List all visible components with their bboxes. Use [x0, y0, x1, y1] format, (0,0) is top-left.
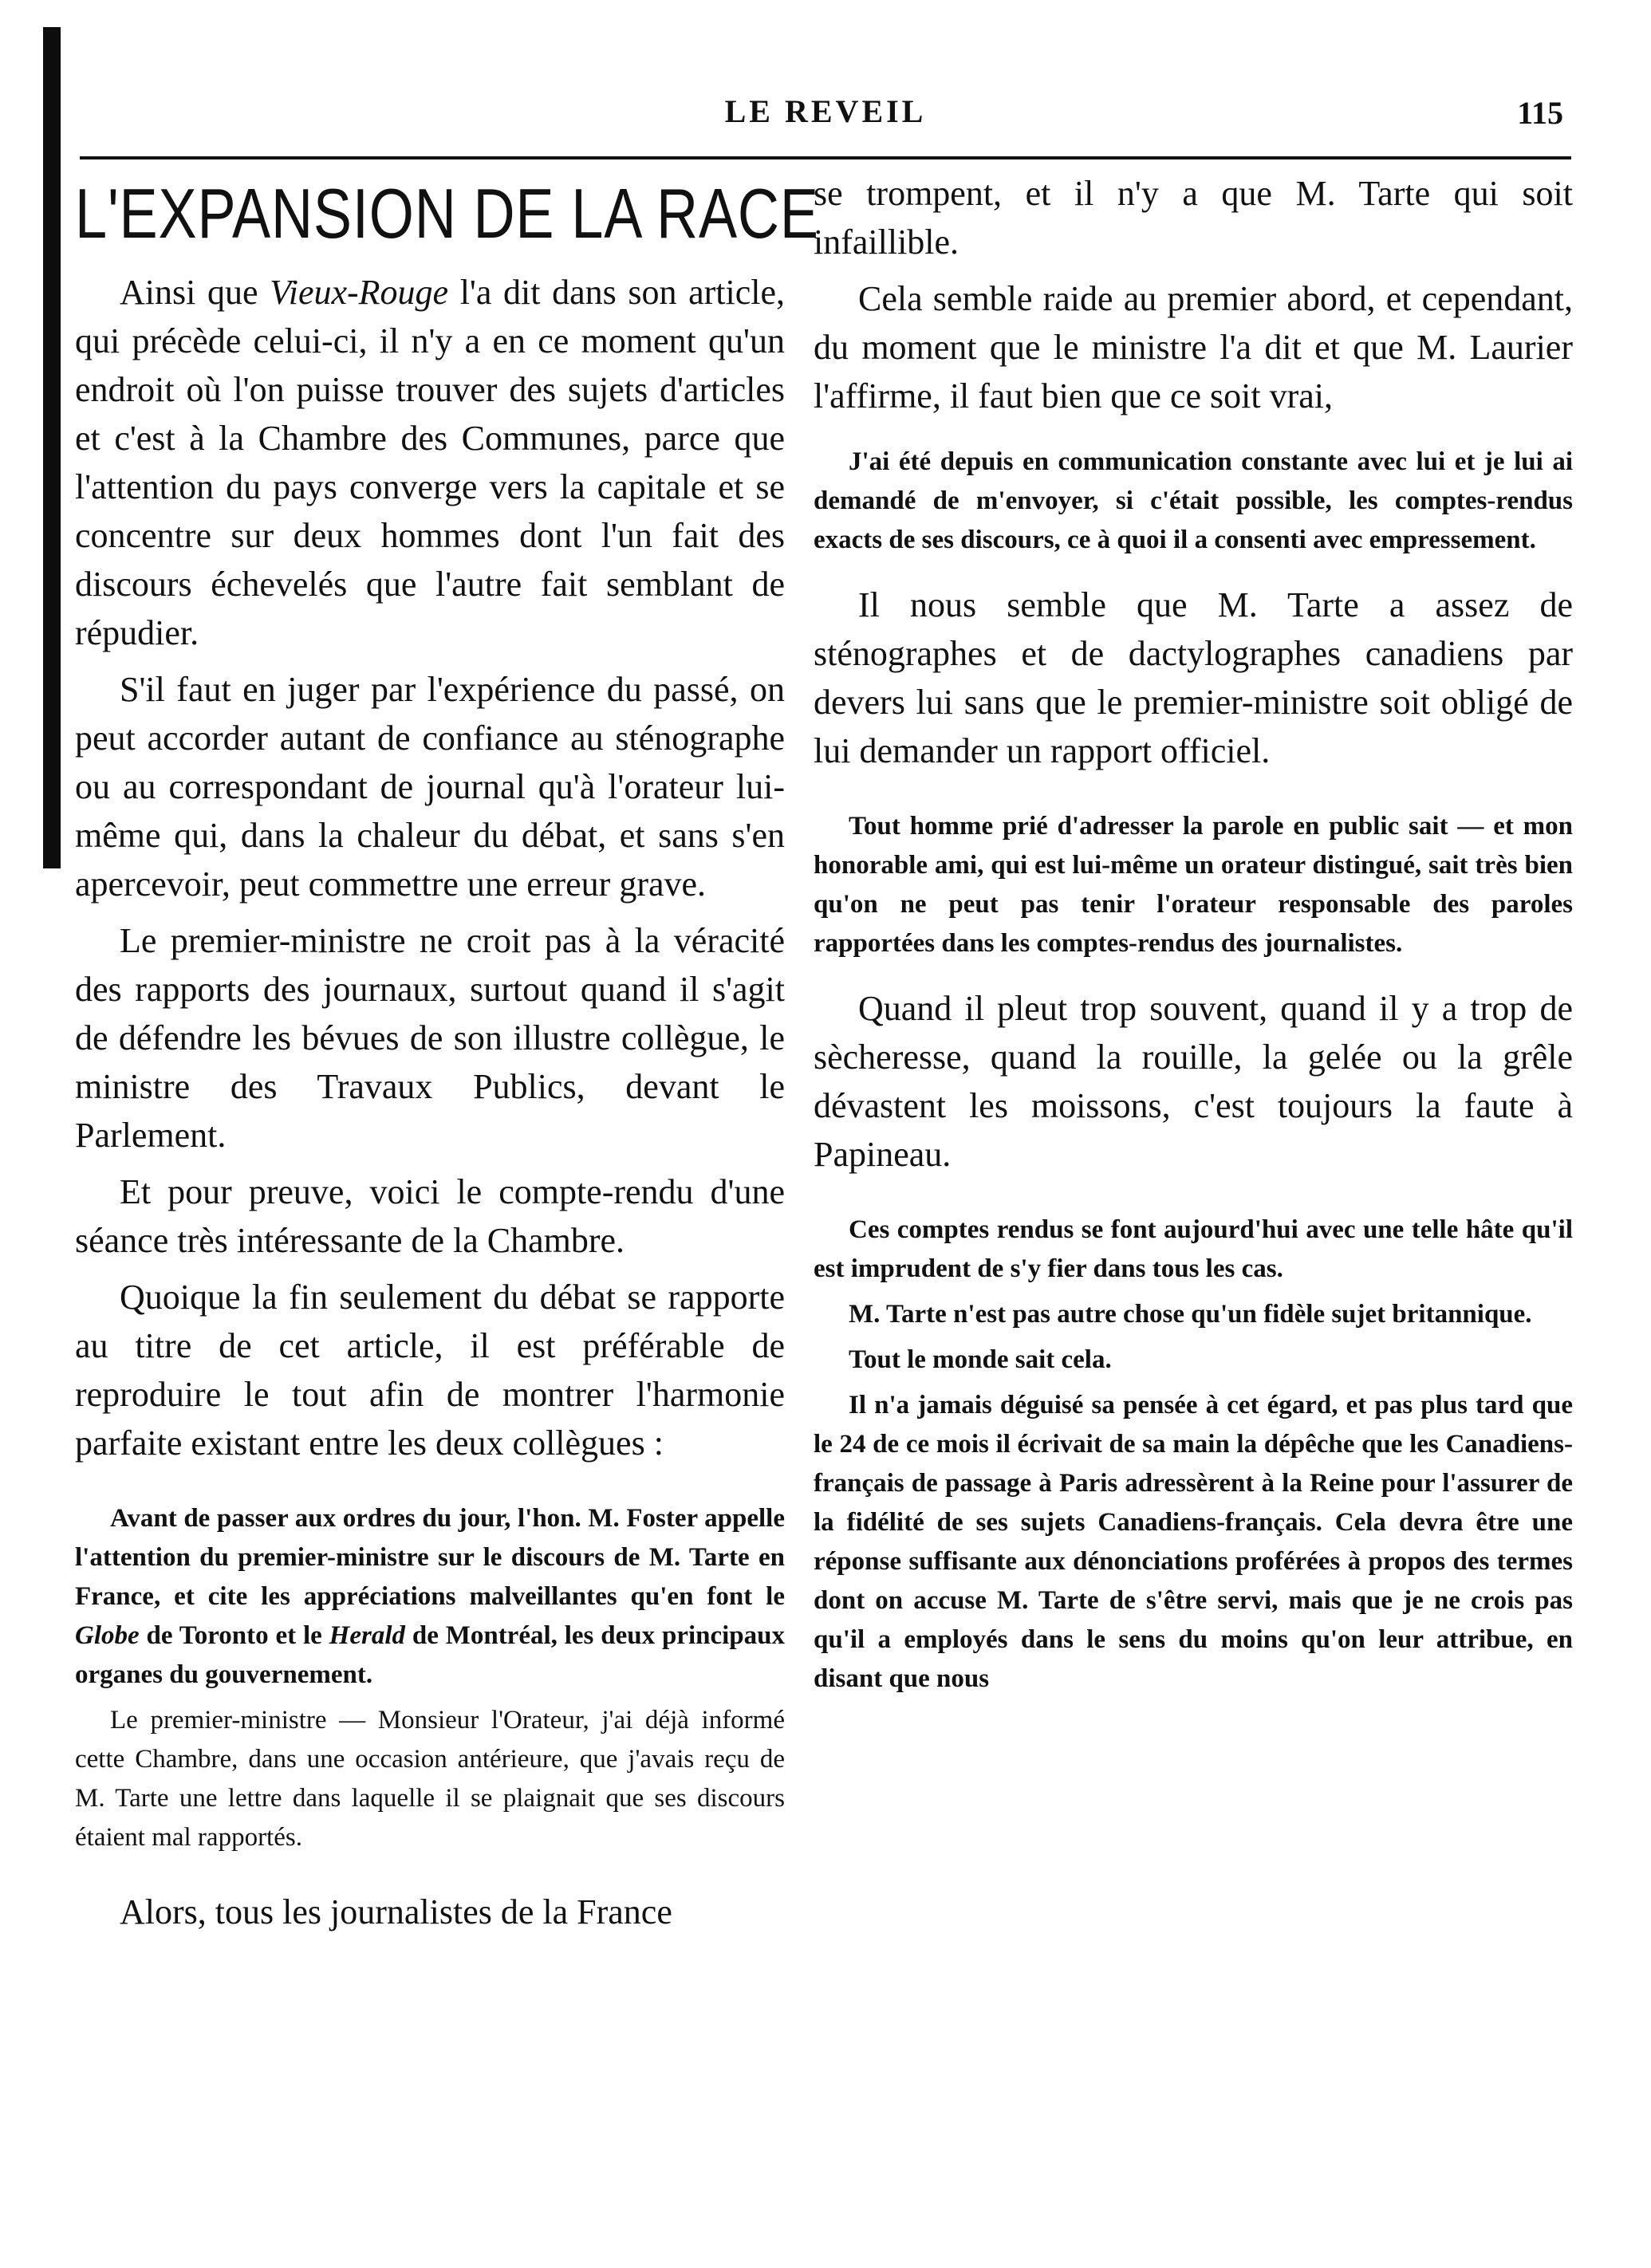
paragraph-spacer	[814, 783, 1573, 807]
text-run: J'ai été depuis en communication constante avec lui et je lui ai demandé de m'envoyer, si c'était possible, les comptes-rendus exacts de ses discours, ce à quoi il a consenti avec empressement.	[814, 447, 1573, 554]
italic-title: Globe	[75, 1621, 140, 1651]
quoted-paragraph	[75, 1499, 785, 1695]
text-run: Cela semble raide au premier abord, et cependant, du moment que le ministre l'a dit et que M. Laurier l'affirme, il faut bien que ce soit vrai,	[814, 279, 1573, 415]
paragraph-spacer	[814, 970, 1573, 984]
margin-bar	[43, 27, 61, 868]
text-run: Avant de passer aux ordres du jour, l'hon. M. Foster appelle l'attention du premier-ministre sur le discours de M. Tarte en France, et cite les appréciations malveillantes qu'en font le	[75, 1504, 785, 1612]
text-run: Quand il pleut trop souvent, quand il y a trop de sècheresse, quand la rouille, la gelée ou la grêle dévastent les moissons, c'est toujours la faute à Papineau.	[814, 989, 1573, 1174]
paragraph-spacer	[814, 1187, 1573, 1211]
quoted-paragraph	[814, 1386, 1573, 1699]
text-run: se trompent, et il n'y a que M. Tarte qui soit infaillible.	[814, 174, 1573, 262]
quoted-paragraph	[75, 1701, 785, 1857]
journal-title: LE REVEIL	[724, 93, 927, 129]
quoted-paragraph	[814, 1295, 1573, 1334]
paragraph-spacer	[814, 566, 1573, 581]
quoted-paragraph	[814, 443, 1573, 560]
paragraph	[75, 1888, 785, 1936]
right-column-body	[814, 169, 1573, 1699]
paragraph	[75, 916, 785, 1160]
paragraph	[75, 1273, 785, 1467]
text-run: Ainsi que	[120, 273, 270, 313]
text-run: Le premier-ministre ne croit pas à la véracité des rapports des journaux, surtout quand il s'agit de défendre les bévues de son illustre collègue, le ministre des Travaux Publics, devant le Parlement.	[75, 921, 785, 1156]
paragraph-spacer	[75, 1475, 785, 1499]
text-run: Tout le monde sait cela.	[849, 1345, 1112, 1374]
paragraph	[75, 665, 785, 908]
header-rule	[80, 156, 1571, 159]
paragraph	[814, 581, 1573, 775]
text-run: Le premier-ministre — Monsieur l'Orateur, j'ai déjà informé cette Chambre, dans une occasion antérieure, que j'avais reçu de M. Tarte une lettre dans laquelle il se plaignait que ses discours étaient mal rapportés.	[75, 1706, 785, 1853]
text-run: S'il faut en juger par l'expérience du passé, on peut accorder autant de confiance au sténographe ou au correspondant de journal qu'à l'orateur lui-même qui, dans la chaleur du débat, et sans s'en apercevoir, peut commettre une erreur grave.	[75, 670, 785, 904]
paragraph	[814, 169, 1573, 266]
left-column-body	[75, 268, 785, 1936]
paragraph-spacer	[75, 1864, 785, 1888]
paragraph	[75, 268, 785, 657]
text-run: M. Tarte n'est pas autre chose qu'un fidèle sujet britannique.	[849, 1300, 1532, 1329]
paragraph	[75, 1167, 785, 1265]
quoted-paragraph	[814, 1341, 1573, 1380]
italic-title: Herald	[329, 1621, 405, 1651]
text-run: Et pour preuve, voici le compte-rendu d'une séance très intéressante de la Chambre.	[75, 1172, 785, 1261]
text-run: Il n'a jamais déguisé sa pensée à cet égard, et pas plus tard que le 24 de ce mois il écrivait de sa main la dépêche que les Canadiens-français de passage à Paris adressèrent à la Reine pour l'assurer de la fidélité de ses sujets Canadiens-français. Cela devra être une réponse suffisante aux dénonciations proférées à propos des termes dont on accuse M. Tarte de s'être servi, mais que je ne crois pas qu'il a employés dans le sens du moins qu'on leur attribue, en disant que nous	[814, 1391, 1573, 1693]
page-number: 115	[1517, 95, 1563, 131]
paragraph-spacer	[814, 428, 1573, 443]
article-title: L'EXPANSION DE LA RACE	[75, 174, 819, 253]
italic-title: Vieux-Rouge	[270, 273, 449, 313]
text-run: de Toronto et le	[139, 1621, 329, 1651]
text-run: Tout homme prié d'adresser la parole en public sait — et mon honorable ami, qui est lui-même un orateur distingué, sait très bien qu'on ne peut pas tenir l'orateur responsable des paroles rapportées dans les comptes-rendus des journalistes.	[814, 812, 1573, 958]
quoted-paragraph	[814, 1211, 1573, 1289]
left-column	[75, 169, 819, 1944]
right-column	[814, 169, 1573, 1705]
text-run: de Montréal, les deux principaux organes du gouvernement.	[75, 1621, 785, 1690]
text-run: Il nous semble que M. Tarte a assez de sténographes et de dactylographes canadiens par devers lui sans que le premier-ministre soit obligé de lui demander un rapport officiel.	[814, 585, 1573, 770]
running-head	[0, 93, 1651, 140]
paragraph	[814, 984, 1573, 1179]
text-run: Alors, tous les journalistes de la France	[120, 1892, 672, 1932]
text-run: l'a dit dans son article, qui précède celui-ci, il n'y a en ce moment qu'un endroit où l'on puisse trouver des sujets d'articles et c'est à la Chambre des Communes, parce que l'attention du pays converge vers la capitale et se concentre sur deux hommes dont l'un fait des discours échevelés que l'autre fait semblant de répudier.	[75, 273, 785, 653]
text-run: Ces comptes rendus se font aujourd'hui avec une telle hâte qu'il est imprudent de s'y fier dans tous les cas.	[814, 1215, 1573, 1283]
paragraph	[814, 274, 1573, 420]
quoted-paragraph	[814, 807, 1573, 963]
text-run: Quoique la fin seulement du débat se rapporte au titre de cet article, il est préférable de reproduire le tout afin de montrer l'harmonie parfaite existant entre les deux collègues :	[75, 1278, 785, 1463]
